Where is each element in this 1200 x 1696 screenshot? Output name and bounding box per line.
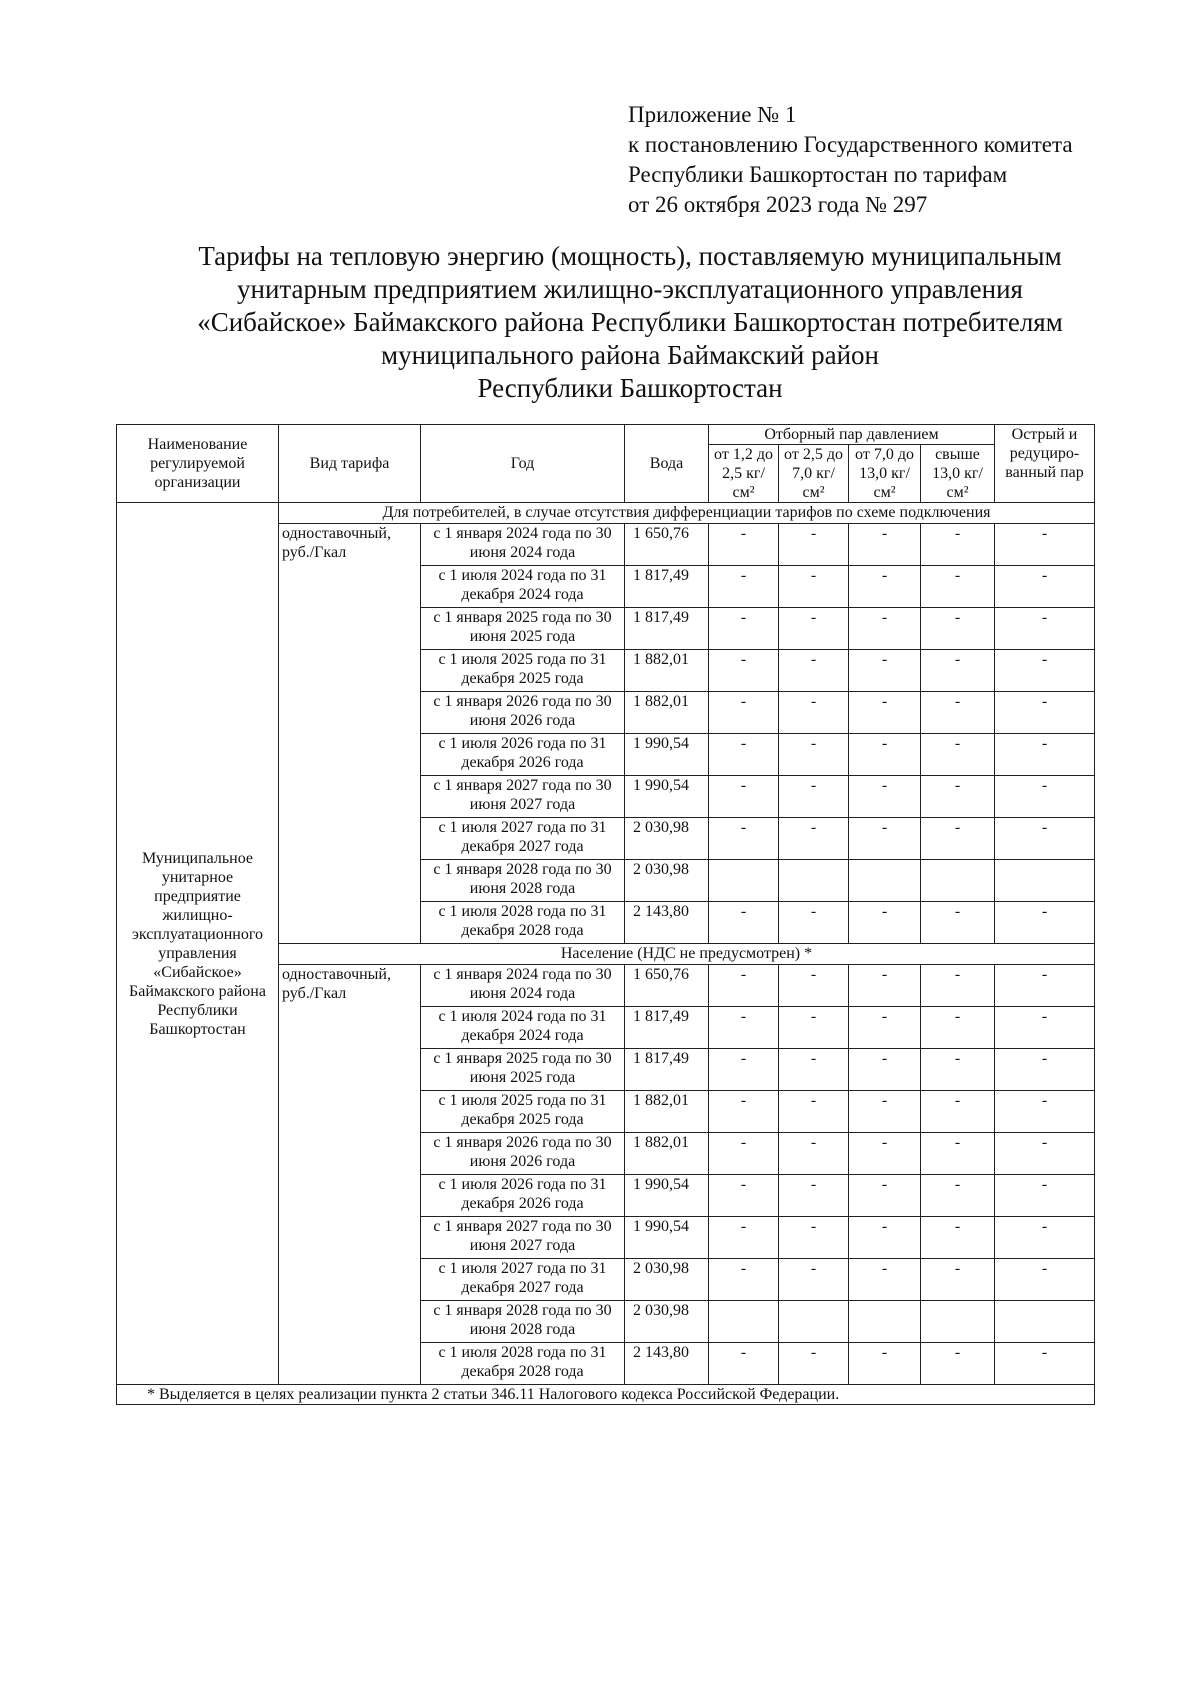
tariff-table-body	[117, 425, 1095, 1405]
sharp-value: -	[995, 1091, 1095, 1133]
p3-value: -	[849, 650, 921, 692]
p2-value: -	[779, 1343, 849, 1385]
period-cell: с 1 января 2024 года по 30 июня 2024 года	[421, 524, 625, 566]
section-title: Для потребителей, в случае отсутствия дифференциации тарифов по схеме подключения	[279, 503, 1095, 524]
water-value: 1 817,49	[625, 1007, 709, 1049]
period-cell: с 1 января 2024 года по 30 июня 2024 года	[421, 965, 625, 1007]
p2-value: -	[779, 776, 849, 818]
p4-value: -	[921, 1175, 995, 1217]
p4-value: -	[921, 1091, 995, 1133]
header-p3: от 7,0 до 13,0 кг/см²	[849, 445, 921, 503]
water-value: 1 882,01	[625, 650, 709, 692]
header-row	[117, 425, 1095, 445]
water-value: 1 817,49	[625, 566, 709, 608]
period-cell: с 1 июля 2028 года по 31 декабря 2028 года	[421, 902, 625, 944]
period-cell: с 1 июля 2027 года по 31 декабря 2027 года	[421, 1259, 625, 1301]
p3-value: -	[849, 608, 921, 650]
p4-value: -	[921, 1007, 995, 1049]
water-value: 2 030,98	[625, 818, 709, 860]
p4-value: -	[921, 902, 995, 944]
sharp-value: -	[995, 524, 1095, 566]
p1-value: -	[709, 776, 779, 818]
header-p1: от 1,2 до 2,5 кг/см²	[709, 445, 779, 503]
appendix-block	[628, 100, 1148, 220]
water-value: 1 882,01	[625, 1091, 709, 1133]
p1-value: -	[709, 965, 779, 1007]
p2-value: -	[779, 902, 849, 944]
sharp-value: -	[995, 1259, 1095, 1301]
water-value: 1 990,54	[625, 1175, 709, 1217]
document-title	[160, 240, 1100, 405]
p2-value: -	[779, 1259, 849, 1301]
p1-value: -	[709, 692, 779, 734]
sharp-value: -	[995, 1007, 1095, 1049]
p3-value: -	[849, 524, 921, 566]
p2-value: -	[779, 818, 849, 860]
p3-value: -	[849, 1217, 921, 1259]
p4-value: -	[921, 1217, 995, 1259]
p4-value: -	[921, 965, 995, 1007]
p4-value: -	[921, 1259, 995, 1301]
sharp-value: -	[995, 608, 1095, 650]
header-p4: свыше 13,0 кг/см²	[921, 445, 995, 503]
title-line-4: муниципального района Баймакский район	[381, 340, 879, 370]
p2-value: -	[779, 1175, 849, 1217]
tariff-table	[116, 424, 1095, 1405]
p4-value: -	[921, 1343, 995, 1385]
p2-value: -	[779, 608, 849, 650]
period-cell: с 1 января 2027 года по 30 июня 2027 года	[421, 1217, 625, 1259]
p3-value: -	[849, 566, 921, 608]
p1-value: -	[709, 608, 779, 650]
p1-value: -	[709, 1217, 779, 1259]
appendix-line-2: к постановлению Государственного комитета	[628, 132, 1073, 157]
period-cell: с 1 января 2028 года по 30 июня 2028 года	[421, 1301, 625, 1343]
sharp-value: -	[995, 965, 1095, 1007]
p4-value: -	[921, 608, 995, 650]
sharp-value: -	[995, 692, 1095, 734]
p4-value: -	[921, 1049, 995, 1091]
title-line-5: Республики Башкортостан	[477, 373, 783, 403]
p2-value: -	[779, 524, 849, 566]
header-year: Год	[421, 425, 625, 503]
appendix-line-4: от 26 октября 2023 года № 297	[628, 192, 928, 217]
sharp-value: -	[995, 818, 1095, 860]
p1-value: -	[709, 1175, 779, 1217]
p3-value: -	[849, 1259, 921, 1301]
p4-value: -	[921, 1133, 995, 1175]
section-title: Население (НДС не предусмотрен) *	[279, 944, 1095, 965]
period-cell: с 1 января 2027 года по 30 июня 2027 года	[421, 776, 625, 818]
p1-value: -	[709, 650, 779, 692]
water-value: 1 990,54	[625, 734, 709, 776]
section-header-row	[117, 503, 1095, 524]
water-value: 1 990,54	[625, 776, 709, 818]
water-value: 1 990,54	[625, 1217, 709, 1259]
p2-value: -	[779, 965, 849, 1007]
header-p2: от 2,5 до 7,0 кг/см²	[779, 445, 849, 503]
p3-value: -	[849, 1049, 921, 1091]
p1-value: -	[709, 1343, 779, 1385]
p3-value: -	[849, 1007, 921, 1049]
p2-value: -	[779, 1091, 849, 1133]
p4-value: -	[921, 566, 995, 608]
title-line-1: Тарифы на тепловую энергию (мощность), поставляемую муниципальным	[198, 241, 1062, 271]
period-cell: с 1 июля 2026 года по 31 декабря 2026 года	[421, 734, 625, 776]
period-cell: с 1 июля 2028 года по 31 декабря 2028 года	[421, 1343, 625, 1385]
period-cell: с 1 июля 2024 года по 31 декабря 2024 года	[421, 566, 625, 608]
water-value: 2 143,80	[625, 1343, 709, 1385]
p4-value: -	[921, 776, 995, 818]
p1-value: -	[709, 1007, 779, 1049]
period-cell: с 1 июля 2027 года по 31 декабря 2027 года	[421, 818, 625, 860]
p1-value: -	[709, 1133, 779, 1175]
period-cell: с 1 июля 2025 года по 31 декабря 2025 года	[421, 1091, 625, 1133]
p2-value	[779, 1301, 849, 1343]
sharp-value: -	[995, 1217, 1095, 1259]
water-value: 2 030,98	[625, 860, 709, 902]
sharp-value: -	[995, 902, 1095, 944]
header-tariff-type: Вид тарифа	[279, 425, 421, 503]
sharp-value: -	[995, 734, 1095, 776]
appendix-line-3: Республики Башкортостан по тарифам	[628, 162, 1008, 187]
appendix-line-1: Приложение № 1	[628, 102, 797, 127]
p1-value: -	[709, 1091, 779, 1133]
header-water: Вода	[625, 425, 709, 503]
water-value: 1 650,76	[625, 524, 709, 566]
p3-value: -	[849, 1343, 921, 1385]
period-cell: с 1 июля 2025 года по 31 декабря 2025 года	[421, 650, 625, 692]
p3-value	[849, 860, 921, 902]
water-value: 2 030,98	[625, 1301, 709, 1343]
p1-value	[709, 1301, 779, 1343]
sharp-value	[995, 860, 1095, 902]
p2-value: -	[779, 1007, 849, 1049]
p1-value: -	[709, 1259, 779, 1301]
p2-value: -	[779, 692, 849, 734]
p4-value: -	[921, 818, 995, 860]
header-steam-group: Отборный пар давлением	[709, 425, 995, 445]
p2-value: -	[779, 566, 849, 608]
water-value: 2 030,98	[625, 1259, 709, 1301]
water-value: 1 817,49	[625, 608, 709, 650]
sharp-value: -	[995, 650, 1095, 692]
period-cell: с 1 января 2026 года по 30 июня 2026 года	[421, 1133, 625, 1175]
p3-value: -	[849, 1133, 921, 1175]
sharp-value	[995, 1301, 1095, 1343]
p2-value: -	[779, 650, 849, 692]
sharp-value: -	[995, 1133, 1095, 1175]
sharp-value: -	[995, 1175, 1095, 1217]
footnote: * Выделяется в целях реализации пункта 2 статьи 346.11 Налогового кодекса Российской Федерации.	[117, 1385, 1095, 1405]
period-cell: с 1 января 2025 года по 30 июня 2025 года	[421, 608, 625, 650]
water-value: 1 882,01	[625, 1133, 709, 1175]
title-line-2: унитарным предприятием жилищно-эксплуатационного управления	[237, 274, 1023, 304]
sharp-value: -	[995, 1049, 1095, 1091]
p1-value: -	[709, 818, 779, 860]
p2-value: -	[779, 1133, 849, 1175]
period-cell: с 1 июля 2026 года по 31 декабря 2026 года	[421, 1175, 625, 1217]
p4-value: -	[921, 650, 995, 692]
sharp-value: -	[995, 1343, 1095, 1385]
p2-value: -	[779, 1217, 849, 1259]
p3-value: -	[849, 692, 921, 734]
footnote-row	[117, 1385, 1095, 1405]
p3-value: -	[849, 1175, 921, 1217]
p1-value: -	[709, 1049, 779, 1091]
p1-value: -	[709, 566, 779, 608]
water-value: 1 882,01	[625, 692, 709, 734]
p3-value: -	[849, 902, 921, 944]
p1-value	[709, 860, 779, 902]
p3-value: -	[849, 776, 921, 818]
p1-value: -	[709, 902, 779, 944]
p3-value: -	[849, 965, 921, 1007]
p4-value	[921, 860, 995, 902]
p2-value	[779, 860, 849, 902]
water-value: 2 143,80	[625, 902, 709, 944]
header-sharp-steam: Острый и редуциро-ванный пар	[995, 425, 1095, 503]
p2-value: -	[779, 1049, 849, 1091]
p1-value: -	[709, 524, 779, 566]
period-cell: с 1 января 2026 года по 30 июня 2026 года	[421, 692, 625, 734]
p3-value: -	[849, 1091, 921, 1133]
p4-value: -	[921, 734, 995, 776]
tariff-type: одноставочный, руб./Гкал	[279, 524, 421, 944]
org-name: Муниципальное унитарное предприятие жилищно-эксплуатационного управления «Сибайское» Баймакского района Республики Башкортостан	[117, 503, 279, 1385]
period-cell: с 1 июля 2024 года по 31 декабря 2024 года	[421, 1007, 625, 1049]
water-value: 1 650,76	[625, 965, 709, 1007]
p4-value: -	[921, 524, 995, 566]
p2-value: -	[779, 734, 849, 776]
p3-value: -	[849, 734, 921, 776]
header-org: Наименование регулируемой организации	[117, 425, 279, 503]
p4-value: -	[921, 692, 995, 734]
water-value: 1 817,49	[625, 1049, 709, 1091]
period-cell: с 1 января 2025 года по 30 июня 2025 года	[421, 1049, 625, 1091]
p1-value: -	[709, 734, 779, 776]
sharp-value: -	[995, 566, 1095, 608]
p3-value: -	[849, 818, 921, 860]
title-line-3: «Сибайское» Баймакского района Республики Башкортостан потребителям	[197, 307, 1063, 337]
p3-value	[849, 1301, 921, 1343]
tariff-type: одноставочный, руб./Гкал	[279, 965, 421, 1385]
period-cell: с 1 января 2028 года по 30 июня 2028 года	[421, 860, 625, 902]
p4-value	[921, 1301, 995, 1343]
sharp-value: -	[995, 776, 1095, 818]
